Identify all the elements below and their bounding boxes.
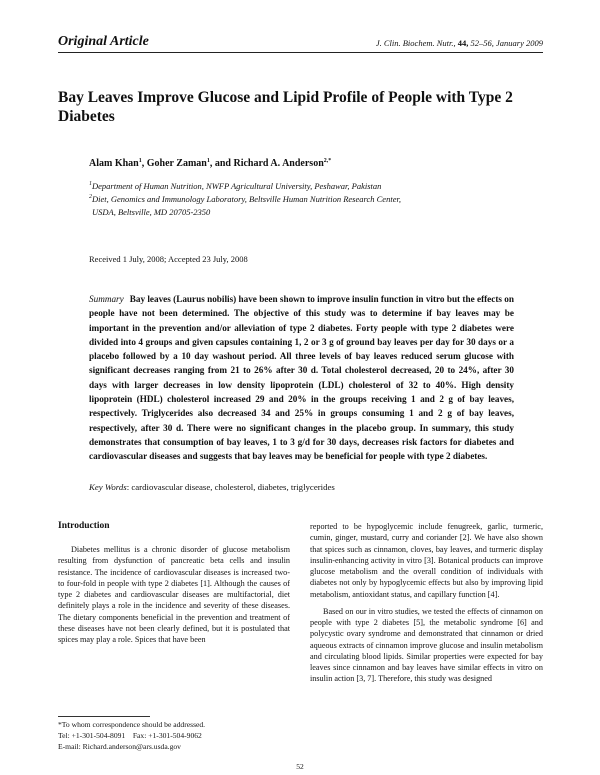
key-words-label: Key Words	[89, 482, 127, 492]
affiliation-text: USDA, Beltsville, MD 20705-2350	[92, 207, 211, 217]
author-name: Goher Zaman	[146, 158, 207, 169]
author-name: and Richard A. Anderson	[214, 158, 324, 169]
key-words	[89, 482, 335, 492]
journal-citation	[318, 38, 543, 48]
affiliation-line	[89, 180, 489, 193]
introduction-paragraph: Diabetes mellitus is a chronic disorder of glucose metabolism resulting from dysfunction of pancreatic beta cells and insulin resistance. The incidence of cardiovascular diseases is increased two- to four-fold in people with type 2 diabetes [1]. Although the causes of type 2 diabetes and cardiovascular diseases are multifactorial, diet definitely plays a role in the incidence and severity of these diseases. The dietary components beneficial in the prevention and treatment of these diseases have not been clearly defined, but it is postulated that spices may play a role. Spices that have been	[58, 545, 290, 644]
page-number: 52	[296, 762, 304, 771]
summary-text: Bay leaves (Laurus nobilis) have been shown to improve insulin function in vitro but the effects on people have not been determined. The objective of this study was to determine if bay leaves may be important in the prevention and/or alleviation of type 2 diabetes. Forty people with type 2 diabetes were divided into 4 groups and given capsules containing 1, 2 or 3 g of ground bay leaves per day for 30 days or a placebo followed by a 10 day washout period. All three levels of bay leaves reduced serum glucose with significant decreases ranging from 21 to 26% after 30 d. Total cholesterol decreased, 20 to 24%, after 30 days with larger decreases in low density lipoprotein (LDL) cholesterol of 32 to 40%. High density lipoprotein (HDL) cholesterol increased 29 and 20% in the groups receiving 1 and 2 g of bay leaves, respectively. Triglycerides also decreased 34 and 25% in groups consuming 1 and 2 g of bay leaves, respectively, after 30 d. There were no significant changes in the placebo group. In summary, this study demonstrates that consumption of bay leaves, 1 to 3 g/d for 30 days, decreases risk factors for diabetes and cardiovascular diseases and suggests that bay leaves may be beneficial for people with type 2 diabetes.	[89, 294, 514, 462]
affiliation-line	[89, 206, 489, 219]
affiliation-line	[89, 193, 489, 206]
received-dates: Received 1 July, 2008; Accepted 23 July, 2008	[89, 254, 248, 264]
left-column	[58, 521, 290, 645]
introduction-paragraph: Based on our in vitro studies, we tested the effects of cinnamon on people with type 2 diabetes [5], the metabolic syndrome [6] and polycystic ovary syndrome and demonstrated that cinnamon or dried aqueous extracts of cinnamon improve glucose and insulin metabolism and circulating blood lipids. Similar properties were expected for bay leaves since cinnamon and bay leaves have similar effects in vitro on insulin action [3, 7]. Therefore, this study was designed	[310, 606, 543, 684]
article-title: Bay Leaves Improve Glucose and Lipid Profile of People with Type 2 Diabetes	[58, 89, 513, 125]
introduction-paragraph: reported to be hypoglycemic include fenugreek, garlic, turmeric, cumin, ginger, mustard, curry and coriander [2]. We have also shown that spices such as cinnamon, cloves, bay leaves, and turmeric display insulin-enhancing activity in vitro [3]. Botanical products can improve glucose metabolism and the overall condition of individuals with diabetes not only by hypoglycemic effects but also by improving lipid metabolism, antioxidant status, and capillary function [4].	[310, 522, 543, 599]
affiliation-text: Department of Human Nutrition, NWFP Agricultural University, Peshawar, Pakistan	[92, 181, 382, 191]
article-type-label: Original Article	[58, 34, 149, 49]
key-words-text: : cardiovascular disease, cholesterol, diabetes, triglycerides	[126, 482, 335, 492]
citation-journal: J. Clin. Biochem. Nutr.,	[375, 38, 456, 48]
correspondence-footnote	[58, 719, 290, 752]
introduction-heading: Introduction	[58, 521, 110, 531]
right-column	[310, 521, 543, 685]
citation-volume: 44,	[457, 38, 469, 48]
summary-label: Summary	[89, 294, 124, 304]
author-name: Alam Khan	[89, 158, 139, 169]
author-affil-sup: 1	[206, 158, 210, 164]
affiliation-sup: 2	[89, 194, 92, 200]
affiliations	[89, 180, 489, 219]
affiliation-sup: 1	[89, 181, 92, 187]
footnote-line: E-mail: Richard.anderson@ars.usda.gov	[58, 742, 181, 751]
citation-pages-date: 52–56, January 2009	[470, 38, 543, 48]
author-affil-sup: 2,*	[323, 158, 332, 164]
footnote-rule	[58, 716, 150, 717]
author-list: Alam Khan$^1$, Goher Zaman$^1$, and Richard A. Anderson$^{2,*}$	[89, 158, 332, 169]
header-rule	[58, 52, 543, 53]
footnote-line: Tel: +1-301-504-8091 Fax: +1-301-504-9062	[58, 731, 202, 740]
summary-abstract	[89, 292, 514, 464]
affiliation-text: Diet, Genomics and Immunology Laboratory, Beltsville Human Nutrition Research Center,	[92, 194, 401, 204]
author-affil-sup: 1	[138, 158, 142, 164]
footnote-line: *To whom correspondence should be addressed.	[58, 720, 206, 729]
